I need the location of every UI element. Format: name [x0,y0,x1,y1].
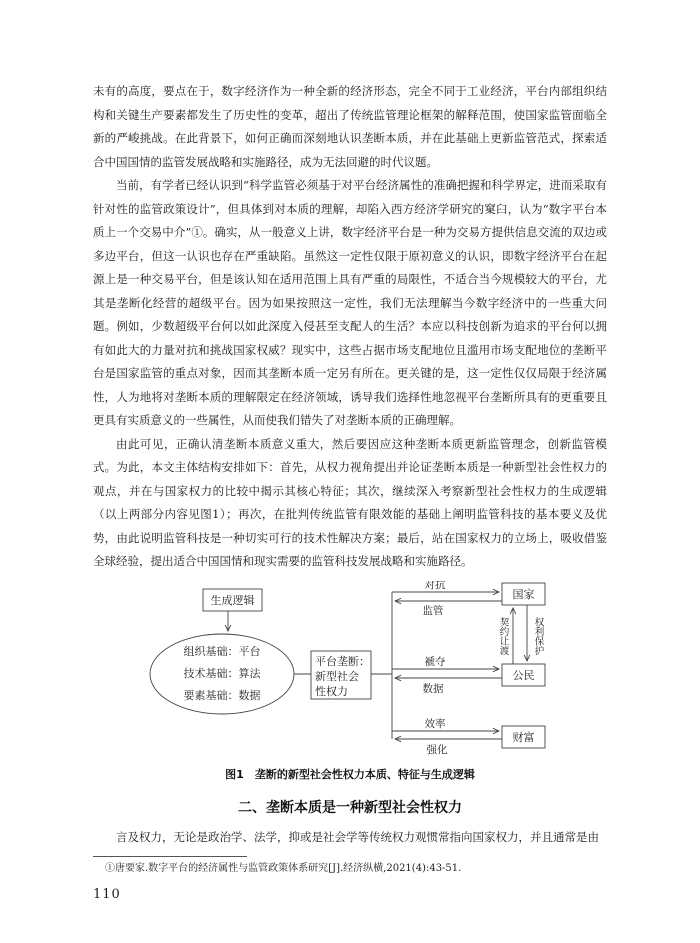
oppose-label: 对抗 [424,580,446,591]
rights-protection-label: 权利保护 [532,616,544,655]
efficiency-label: 效率 [424,717,446,730]
platform-label-1: 平台垄断： [315,654,370,668]
ellipse-label-3: 要素基础：数据 [183,688,261,702]
paragraph-3: 由此可见，正确认清垄断本质意义重大，然后要因应这种垄断本质更新监管理念，创新监管模式。为此，本文主体结构安排如下：首先，从权力视角提出并论证垄断本质是一种新型社会性权力的观点，并在与国家权力的比较中揭示其核心特征；其次，继续深入考察新型社会性权力的生成逻辑（以上两部分内容见图1）；再次，在批判传统监管有限效能的基础上阐明监管科技的基本要义及优势，由此说明监管科技是一种切实可行的技术性解决方案；最后，站在国家权力的立场上，吸收借鉴全球经验，提出适合中国国情和现实需要的监管科技发展战略和实施路径。 [93,436,607,568]
paragraph-1: 未有的高度，要点在于，数字经济作为一种全新的经济形态，完全不同于工业经济，平台内部组织结构和关键生产要素都发生了历史性的变革，超出了传统监管理论框架的解释范围，使国家监管面临全新的严峻挑战。在此背景下，如何正确而深刻地认识垄断本质，并在此基础上更新监管范式，探索适合中国国情的监管发展战略和实施路径，成为无法回避的时代议题。 [93,84,607,169]
data-label: 数据 [422,682,444,695]
state-label: 国家 [512,587,535,601]
paragraph-2: 当前，有学者已经认识到“科学监管必须基于对平台经济属性的准确把握和科学界定，进而采取有针对性的监管政策设计”，但具体到对本质的理解，却陷入西方经济学研究的窠臼，认为“数字平台本质上一个交易中介”①。确实，从一般意义上讲，数字经济平台是一种为交易方提供信息交流的双边或多边平台，但这一认识也存在严重缺陷。虽然这一定性仅限于原初意义的认识，即数字经济平台在起源上是一种交易平台，但是该认知在适用范围上具有严重的局限性，不适合当今规模较大的平台，尤其是垄断化经营的超级平台。因为如果按照这一定性，我们无法理解当今数字经济中的一些重大问题。例如，少数超级平台何以如此深度入侵甚至支配人的生活？本应以科技创新为追求的平台何以拥有如此大的力量对抗和挑战国家权威？现实中，这些占据市场支配地位且滥用市场支配地位的垄断平台是国家监管的重点对象，因而其垄断本质一定另有所在。更关键的是，这一定性仅仅局限于经济属性，人为地将对垄断本质的理解限定在经济领域，诱导我们选择性地忽视平台垄断所具有的更重要且更具有实质意义的一些属性，从而使我们错失了对垄断本质的正确理解。 [93,178,607,427]
figure-1-diagram [93,581,607,761]
contract-transfer-label: 契约让渡 [497,616,509,655]
citizen-label: 公民 [512,668,535,682]
deprive-label: 褫夺 [424,655,446,668]
footnote-text: ①唐要家.数字平台的经济属性与监管政策体系研究[J].经济纵横,2021(4):43-51. [105,863,462,874]
platform-label-2: 新型社会 [315,669,359,683]
platform-label-3: 性权力 [315,684,348,698]
gen-logic-label: 生成逻辑 [210,593,255,607]
regulate-label: 监管 [422,604,444,617]
page-number: 110 [93,887,121,902]
wealth-label: 财富 [512,730,535,744]
strengthen-label: 强化 [426,743,448,756]
monopoly-power-diagram [93,581,607,761]
ellipse-label-2: 技术基础：算法 [183,666,261,680]
ellipse-label-1: 组织基础：平台 [183,644,261,658]
section-heading: 二、垄断本质是一种新型社会性权力 [238,799,462,816]
text-column [93,80,607,902]
paragraph-4: 言及权力，无论是政治学、法学，抑或是社会学等传统权力观惯常指向国家权力，并且通常是由 [116,829,599,844]
figure-caption: 图1 垄断的新型社会性权力本质、特征与生成逻辑 [225,767,475,781]
footnote-divider [93,856,247,857]
